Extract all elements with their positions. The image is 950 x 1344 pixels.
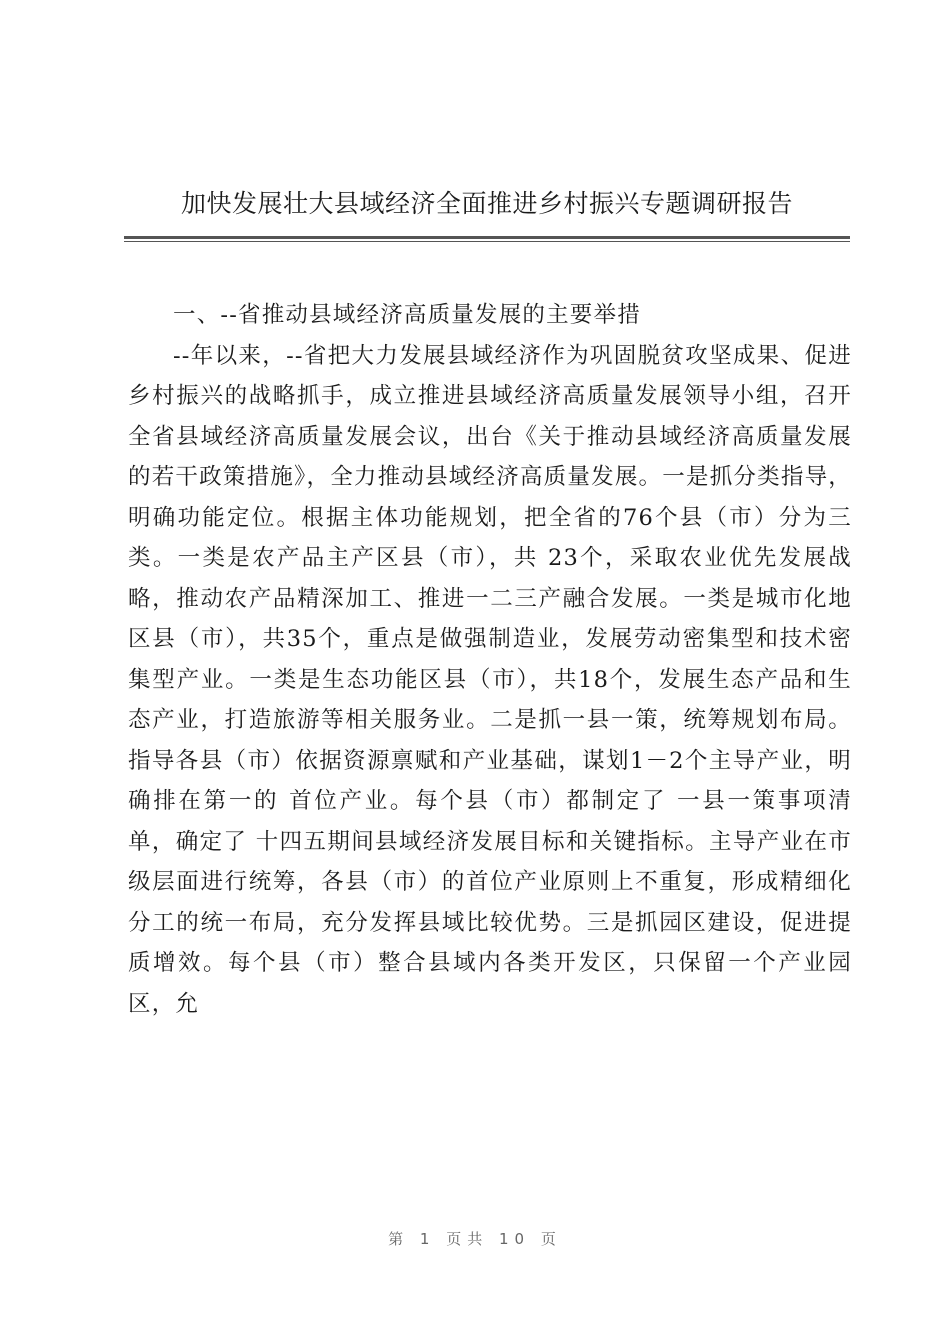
title-divider (124, 236, 850, 242)
document-body (128, 295, 852, 1024)
document-title: 加快发展壮大县域经济全面推进乡村振兴专题调研报告 (180, 189, 793, 218)
page-number-footer: 第 1 页共 10 页 (388, 1230, 562, 1248)
section-heading: 一、--省推动县域经济高质量发展的主要举措 (173, 302, 641, 328)
body-paragraph: --年以来，--省把大力发展县域经济作为巩固脱贫攻坚成果、促进乡村振兴的战略抓手，成立推进县域经济高质量发展领导小组，召开全省县域经济高质量发展会议，出台《关于推动县域经济高质量发展的若干政策措施》，全力推动县域经济高质量发展。一是抓分类指导，明确功能定位。根据主体功能规划，把全省的76个县（市）分为三类。一类是农产品主产区县（市），共 23个，采取农业优先发展战略，推动农产品精深加工、推进一二三产融合发展。一类是城市化地区县（市），共35个，重点是做强制造业，发展劳动密集型和技术密集型产业。一类是生态功能区县（市），共18个，发展生态产品和生态产业，打造旅游等相关服务业。二是抓一县一策，统筹规划布局。指导各县（市）依据资源禀赋和产业基础，谋划1－2个主导产业，明确排在第一的 首位产业。每个县（市）都制定了 一县一策事项清单，确定了 十四五期间县域经济发展目标和关键指标。主导产业在市级层面进行统筹，各县（市）的首位产业原则上不重复，形成精细化分工的统一布局，充分发挥县域比较优势。三是抓园区建设，促进提质增效。每个县（市）整合县域内各类开发区，只保留一个产业园区，允 (128, 342, 852, 1017)
